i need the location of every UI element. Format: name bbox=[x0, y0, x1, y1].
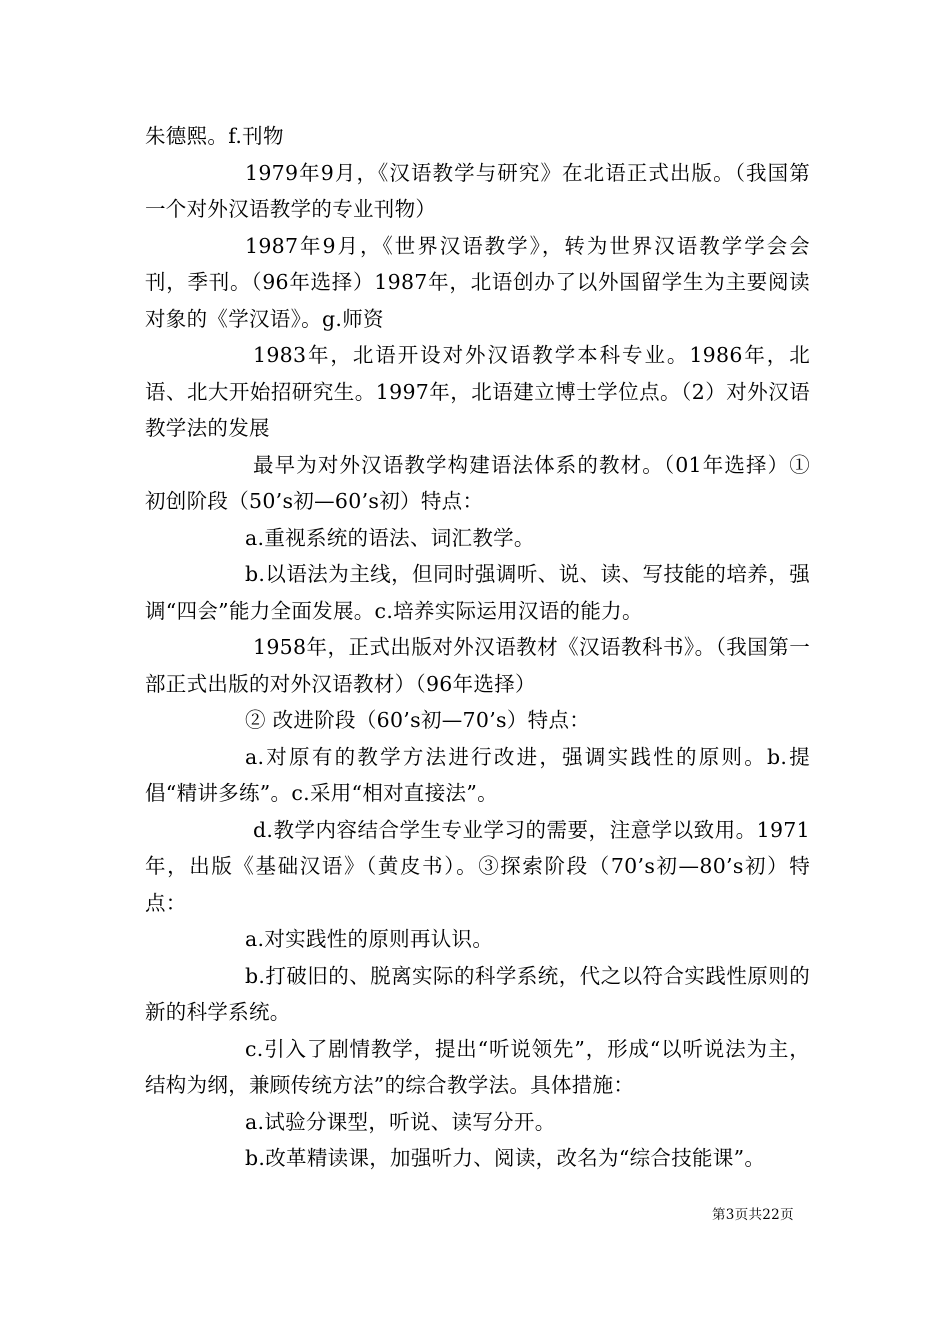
paragraph-12: a.对实践性的原则再认识。 bbox=[245, 927, 494, 951]
document-body bbox=[145, 118, 810, 1177]
paragraph-7: b.以语法为主线，但同时强调听、说、读、写技能的培养，强调“四会”能力全面发展。c.培养实际运用汉语的能力。 bbox=[145, 562, 810, 623]
paragraph-15: a.试验分课型，听说、读写分开。 bbox=[245, 1109, 556, 1134]
paragraph-3: 1987年9月，《世界汉语教学》，转为世界汉语教学学会会刊，季刊。（96年选择）1987年，北语创办了以外国留学生为主要阅读对象的《学汉语》。g.师资 bbox=[145, 233, 810, 331]
paragraph-8: 1958年，正式出版对外汉语教材《汉语教科书》。（我国第一部正式出版的对外汉语教材）（96年选择） bbox=[145, 635, 810, 696]
paragraph-13: b.打破旧的、脱离实际的科学系统，代之以符合实践性原则的新的科学系统。 bbox=[145, 963, 810, 1024]
paragraph-16: b.改革精读课，加强听力、阅读，改名为“综合技能课”。 bbox=[245, 1146, 766, 1170]
paragraph-2: 1979年9月，《汉语教学与研究》在北语正式出版。（我国第一个对外汉语教学的专业刊物） bbox=[145, 160, 810, 221]
paragraph-5: 最早为对外汉语教学构建语法体系的教材。（01年选择）①初创阶段（50’s初—60’s初）特点： bbox=[145, 452, 810, 513]
paragraph-4: 1983年，北语开设对外汉语教学本科专业。1986年，北语、北大开始招研究生。1997年，北语建立博士学位点。（2）对外汉语教学法的发展 bbox=[145, 343, 810, 440]
paragraph-9: ② 改进阶段（60’s初—70’s）特点： bbox=[245, 708, 591, 732]
paragraph-11: d.教学内容结合学生专业学习的需要，注意学以致用。1971年，出版《基础汉语》（黄皮书）。③探索阶段（70’s初—80’s初）特点： bbox=[145, 817, 810, 915]
paragraph-6: a.重视系统的语法、词汇教学。 bbox=[245, 525, 535, 550]
paragraph-10: a.对原有的教学方法进行改进，强调实践性的原则。b.提倡“精讲多练”。c.采用“相对直接法”。 bbox=[145, 744, 810, 805]
paragraph-1: 朱德熙。f.刊物 bbox=[145, 124, 284, 148]
paragraph-14: c.引入了剧情教学，提出“听说领先”，形成“以听说法为主，结构为纲，兼顾传统方法”的综合教学法。具体措施： bbox=[145, 1036, 810, 1097]
page-number: 第3页共22页 bbox=[712, 1207, 794, 1223]
